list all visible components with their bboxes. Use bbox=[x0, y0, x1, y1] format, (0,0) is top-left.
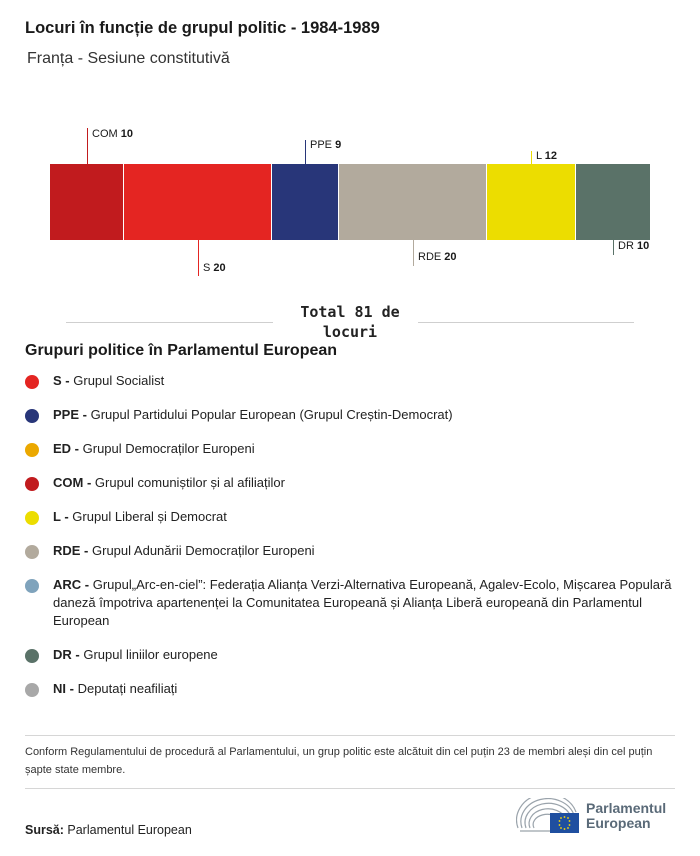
callout-label-dr: DR 10 bbox=[618, 240, 650, 252]
callout-label-l: L 12 bbox=[536, 150, 558, 162]
dot-icon bbox=[25, 545, 39, 559]
legend-item-rde: RDE - Grupul Adunării Democraților Europeni bbox=[25, 542, 675, 560]
dot-icon bbox=[25, 649, 39, 663]
segment-dr bbox=[576, 164, 650, 240]
legend-item-ed: ED - Grupul Democraților Europeni bbox=[25, 440, 675, 458]
legend-item-com: COM - Grupul comuniștilor și al afiliaților bbox=[25, 474, 675, 492]
ep-logo bbox=[516, 798, 666, 834]
callout-line-l bbox=[531, 151, 532, 164]
callout-label-ppe: PPE 9 bbox=[310, 139, 342, 151]
callout-line-s bbox=[198, 240, 199, 276]
callout-line-rde bbox=[413, 240, 414, 266]
legend-item-ni: NI - Deputați neafiliați bbox=[25, 680, 675, 698]
segment-ppe bbox=[272, 164, 339, 240]
segment-rde bbox=[339, 164, 487, 240]
callout-label-s: S 20 bbox=[203, 262, 226, 274]
callout-line-dr bbox=[613, 240, 614, 255]
callout-label-com: COM 10 bbox=[92, 128, 133, 140]
dot-icon bbox=[25, 579, 39, 593]
legend-item-ppe: PPE - Grupul Partidului Popular European (Grupul Creștin-Democrat) bbox=[25, 406, 675, 424]
legend bbox=[25, 372, 675, 714]
chart-subtitle: Franța - Sesiune constitutivă bbox=[27, 50, 230, 67]
dot-icon bbox=[25, 443, 39, 457]
source: Sursă: Parlamentul European bbox=[25, 823, 192, 837]
callout-line-com bbox=[87, 128, 88, 164]
total-divider-right bbox=[418, 322, 634, 323]
legend-item-l: L - Grupul Liberal și Democrat bbox=[25, 508, 675, 526]
segment-s bbox=[124, 164, 272, 240]
dot-icon bbox=[25, 409, 39, 423]
divider-top bbox=[25, 735, 675, 736]
footnote: Conform Regulamentului de procedură al Parlamentului, un grup politic este alcătuit din cel puțin 23 de membri aleși din cel puțin șapte state membre. bbox=[25, 746, 653, 776]
segment-com bbox=[50, 164, 124, 240]
legend-title: Grupuri politice în Parlamentul European bbox=[25, 342, 338, 359]
legend-item-s: S - Grupul Socialist bbox=[25, 372, 675, 390]
dot-icon bbox=[25, 477, 39, 491]
chart-title: Locuri în funcție de grupul politic - 1984-1989 bbox=[25, 19, 380, 37]
legend-item-dr: DR - Grupul liniilor europene bbox=[25, 646, 675, 664]
stacked-bar bbox=[50, 164, 650, 240]
hemicycle-flag-icon bbox=[516, 798, 580, 834]
divider-bottom bbox=[25, 788, 675, 789]
total-divider-left bbox=[66, 322, 273, 323]
callout-line-ppe bbox=[305, 140, 306, 164]
dot-icon bbox=[25, 511, 39, 525]
dot-icon bbox=[25, 375, 39, 389]
total-seats-label: Total 81 de locuri bbox=[300, 303, 400, 341]
dot-icon bbox=[25, 683, 39, 697]
segment-l bbox=[487, 164, 576, 240]
legend-item-arc: ARC - Grupul„Arc-en-ciel”: Federația Alianța Verzi-Alternativa Europeană, Agalev-Ecolo, Mișcarea Populară daneză împotriva apartenenței la Comunitatea Europeană și Alianța Liberă europeană din Parlamentul European bbox=[25, 576, 675, 630]
callout-label-rde: RDE 20 bbox=[418, 251, 457, 263]
logo-text: Parlamentul European bbox=[586, 800, 667, 831]
